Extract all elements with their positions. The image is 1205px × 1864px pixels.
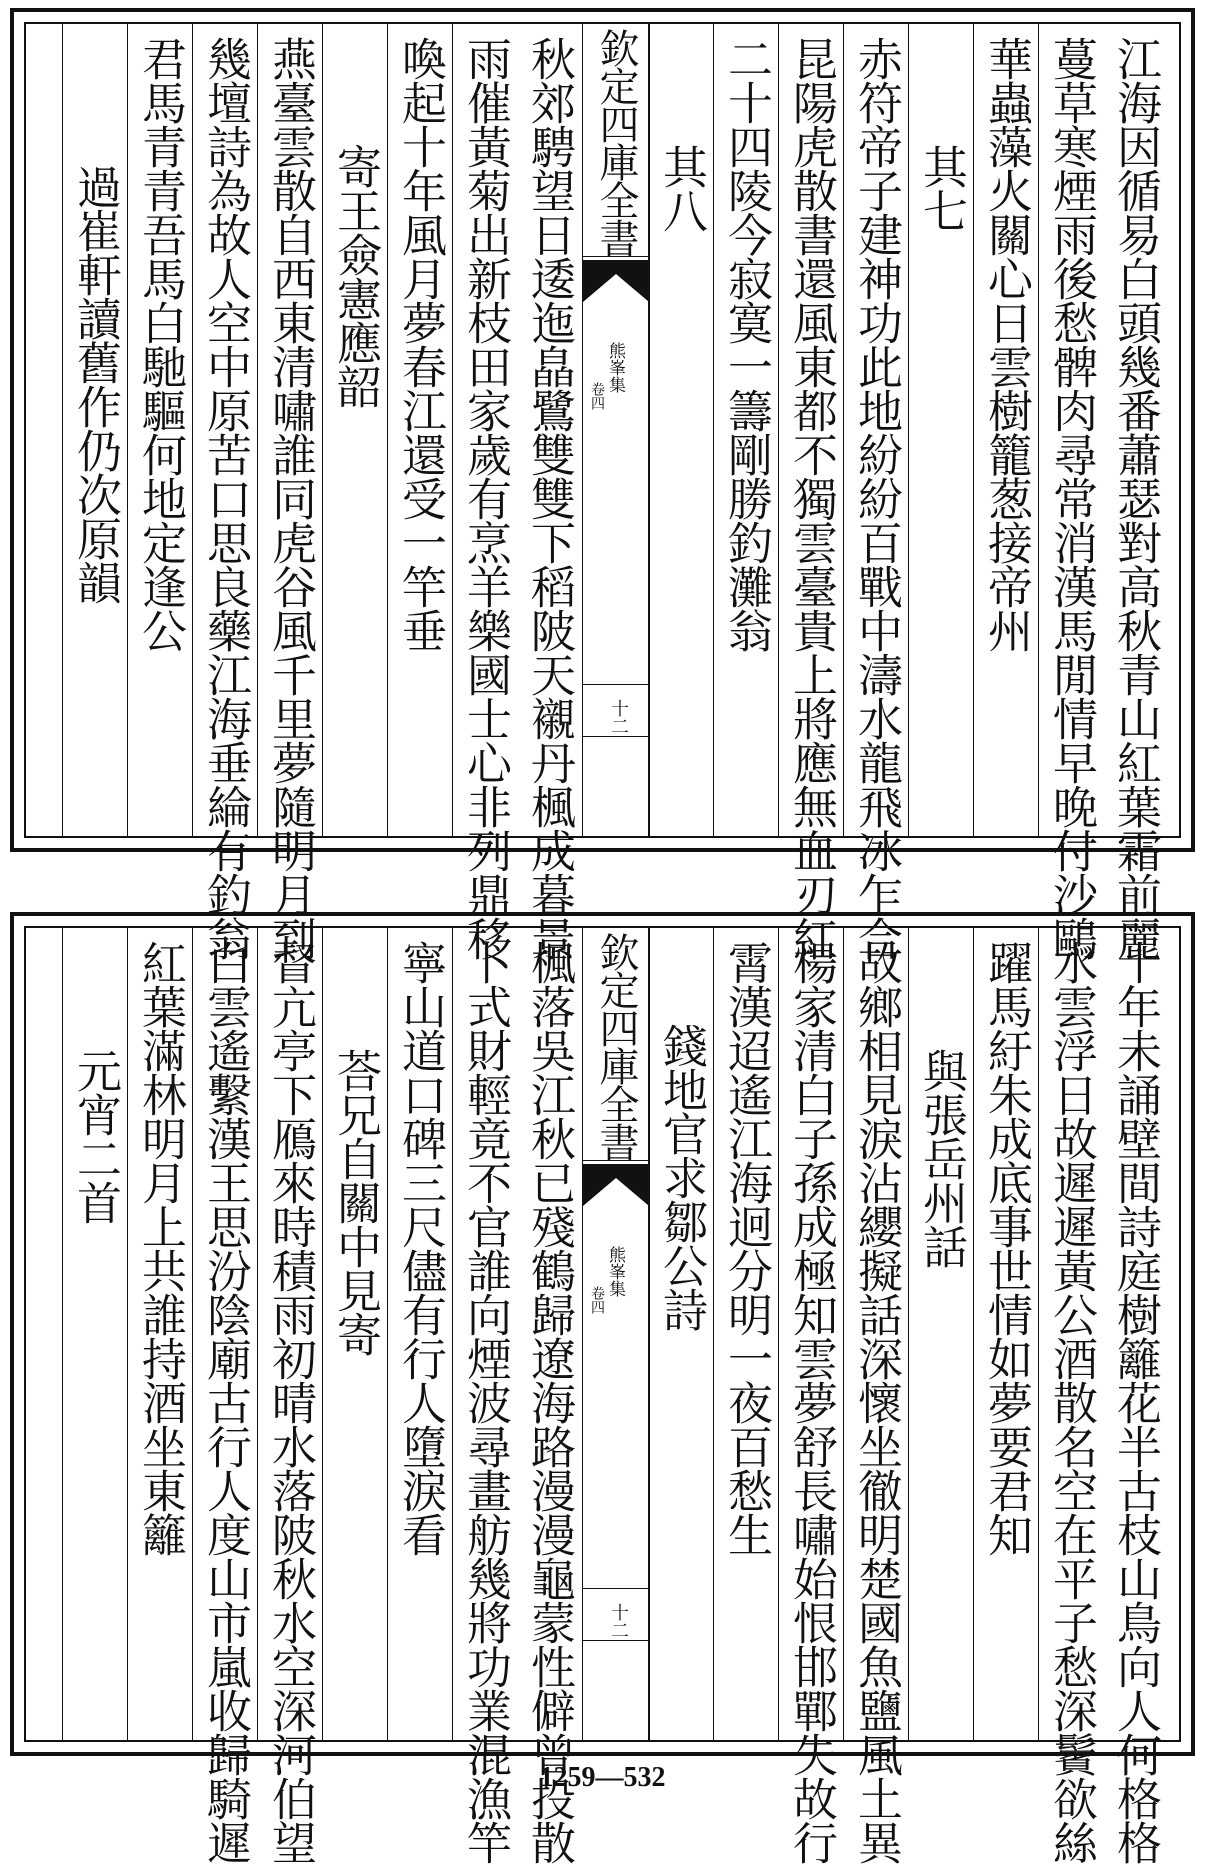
- text-column: [127, 928, 193, 1740]
- top-page-frame: [10, 8, 1195, 960]
- column-text: 蔓草寒煙雨後愁髀肉尋常消漢馬閒情早晚付沙鷗: [1045, 36, 1098, 960]
- text-column: [843, 24, 909, 960]
- text-column: [452, 24, 518, 960]
- poem-title: 與張岳州話: [915, 1048, 968, 1268]
- page-number: 十二: [608, 699, 629, 735]
- column-text: 白雲遙繫漢王思汾陰廟古行人度山市嵐收歸騎遲: [199, 940, 252, 1864]
- divider: [583, 256, 649, 257]
- column-text: 紅葉滿林明月上共誰持酒坐東籬: [134, 940, 187, 1556]
- collection-title: 欽定四庫全書: [593, 932, 639, 1160]
- text-column: [713, 928, 779, 1740]
- divider: [583, 1160, 649, 1161]
- volume-label: 卷四: [589, 1286, 605, 1314]
- volume-label: 卷四: [589, 382, 605, 410]
- text-column: [648, 928, 714, 1740]
- column-text: 雨催黃菊出新枝田家歲有烹羊樂國士心非列鼎移: [459, 36, 512, 960]
- column-text: 昆陽虎散書還風東都不獨雲臺貴上將應無血刃紅: [785, 36, 838, 960]
- collection-title: 欽定四庫全書: [593, 28, 639, 256]
- book-title: 熊峯集: [605, 1246, 625, 1297]
- poem-subtitle: 其七: [915, 144, 968, 232]
- page-number: 十二: [608, 1603, 629, 1639]
- text-column: [322, 928, 388, 1740]
- column-text: 華蟲藻火關心日雲樹籠葱接帝州: [980, 36, 1033, 652]
- text-column: [973, 928, 1039, 1740]
- center-fold-column: [582, 928, 650, 1740]
- text-column: [1103, 24, 1168, 960]
- text-column: [908, 24, 974, 836]
- text-column: [192, 24, 258, 960]
- column-text: 寧山道口碑三尺儘有行人墮淚看: [394, 940, 447, 1556]
- text-column: [62, 928, 128, 1740]
- column-text: 幾壇詩為故人空中原苦口思良藥江海垂綸有釣翁: [199, 36, 252, 960]
- text-column: [908, 928, 974, 1740]
- column-text: 秋郊騁望日逶迤皛鷺雙雙下稻陂天襯丹楓成暮景: [523, 36, 576, 960]
- column-text: 喚起十年風月夢春江還受一竿垂: [394, 36, 447, 652]
- poem-title: 元宵二首: [69, 1048, 122, 1224]
- text-column: [1038, 928, 1104, 1864]
- poem-title: 寄王僉憲應韶: [329, 144, 382, 408]
- column-text: 楓落吳江秋已殘鶴歸遼海路漫漫龜蒙性僻曾投散: [523, 940, 576, 1864]
- text-column: [192, 928, 258, 1864]
- fishtail-mark-icon: [583, 260, 649, 320]
- book-title: 熊峯集: [605, 342, 625, 393]
- column-text: 水雲浮日故遲遲黃公酒散名空在平子愁深鬢欲絲: [1045, 940, 1098, 1864]
- center-fold-column: [582, 24, 650, 836]
- column-text: 督亢亭下鴈來時積雨初晴水落陂秋水空深河伯望: [264, 940, 317, 1864]
- fishtail-mark-icon: [583, 1164, 649, 1224]
- text-column: [517, 928, 582, 1864]
- column-text: 赤符帝子建神功此地紛紛百戰中濤水龍飛冰乍合: [850, 36, 903, 960]
- text-column: [778, 24, 844, 960]
- text-column: [1103, 928, 1168, 1864]
- text-column: [62, 24, 128, 836]
- column-text: 二十四陵今寂寞一籌剛勝釣灘翁: [720, 36, 773, 652]
- column-text: 十年未誦壁間詩庭樹籬花半古枝山鳥向人何格格: [1109, 940, 1162, 1864]
- poem-subtitle: 其八: [655, 144, 708, 232]
- text-column: [387, 24, 453, 836]
- poem-title: 過崔軒讀舊作仍次原韻: [69, 164, 122, 604]
- text-column: [973, 24, 1039, 836]
- divider: [583, 1588, 649, 1589]
- top-page-inner-frame: [24, 22, 1181, 960]
- divider: [583, 1640, 649, 1641]
- text-column: [257, 928, 323, 1864]
- text-column: [257, 24, 323, 960]
- text-column: [517, 24, 582, 960]
- column-text: 君馬青青吾馬白馳驅何地定逢公: [134, 36, 187, 652]
- text-column: [127, 24, 193, 836]
- column-text: 躍馬紆朱成底事世情如夢要君知: [980, 940, 1033, 1556]
- column-text: 卜式財輕竟不官誰向煙波尋畫舫幾將功業混漁竿: [459, 940, 512, 1864]
- text-column: [843, 928, 909, 1864]
- text-column: [322, 24, 388, 836]
- column-text: 楊家清白子孫成極知雲夢舒長嘯始恨邯鄲失故行: [785, 940, 838, 1864]
- column-text: 霄漢迢遙江海迥分明一夜百愁生: [720, 940, 773, 1556]
- text-column: [1038, 24, 1104, 960]
- text-column: [778, 928, 844, 1864]
- text-column: [452, 928, 518, 1864]
- column-text: 故鄉相見淚沾纓擬話深懷坐徹明楚國魚鹽風土異: [850, 940, 903, 1864]
- divider: [583, 736, 649, 737]
- column-text: 江海因循易白頭幾番蕭瑟對高秋青山紅葉霜前麗: [1109, 36, 1162, 960]
- text-column: [387, 928, 453, 1740]
- poem-title: 錢地官求鄒公詩: [655, 1023, 708, 1331]
- divider: [583, 684, 649, 685]
- poem-title: 荅兄自關中見寄: [329, 1048, 382, 1356]
- column-text: 燕臺雲散自西東清嘯誰同虎谷風千里夢隨明月到: [264, 36, 317, 960]
- text-column: [648, 24, 714, 836]
- page-footer-number: 1259—532: [539, 1762, 666, 1793]
- text-column: [713, 24, 779, 836]
